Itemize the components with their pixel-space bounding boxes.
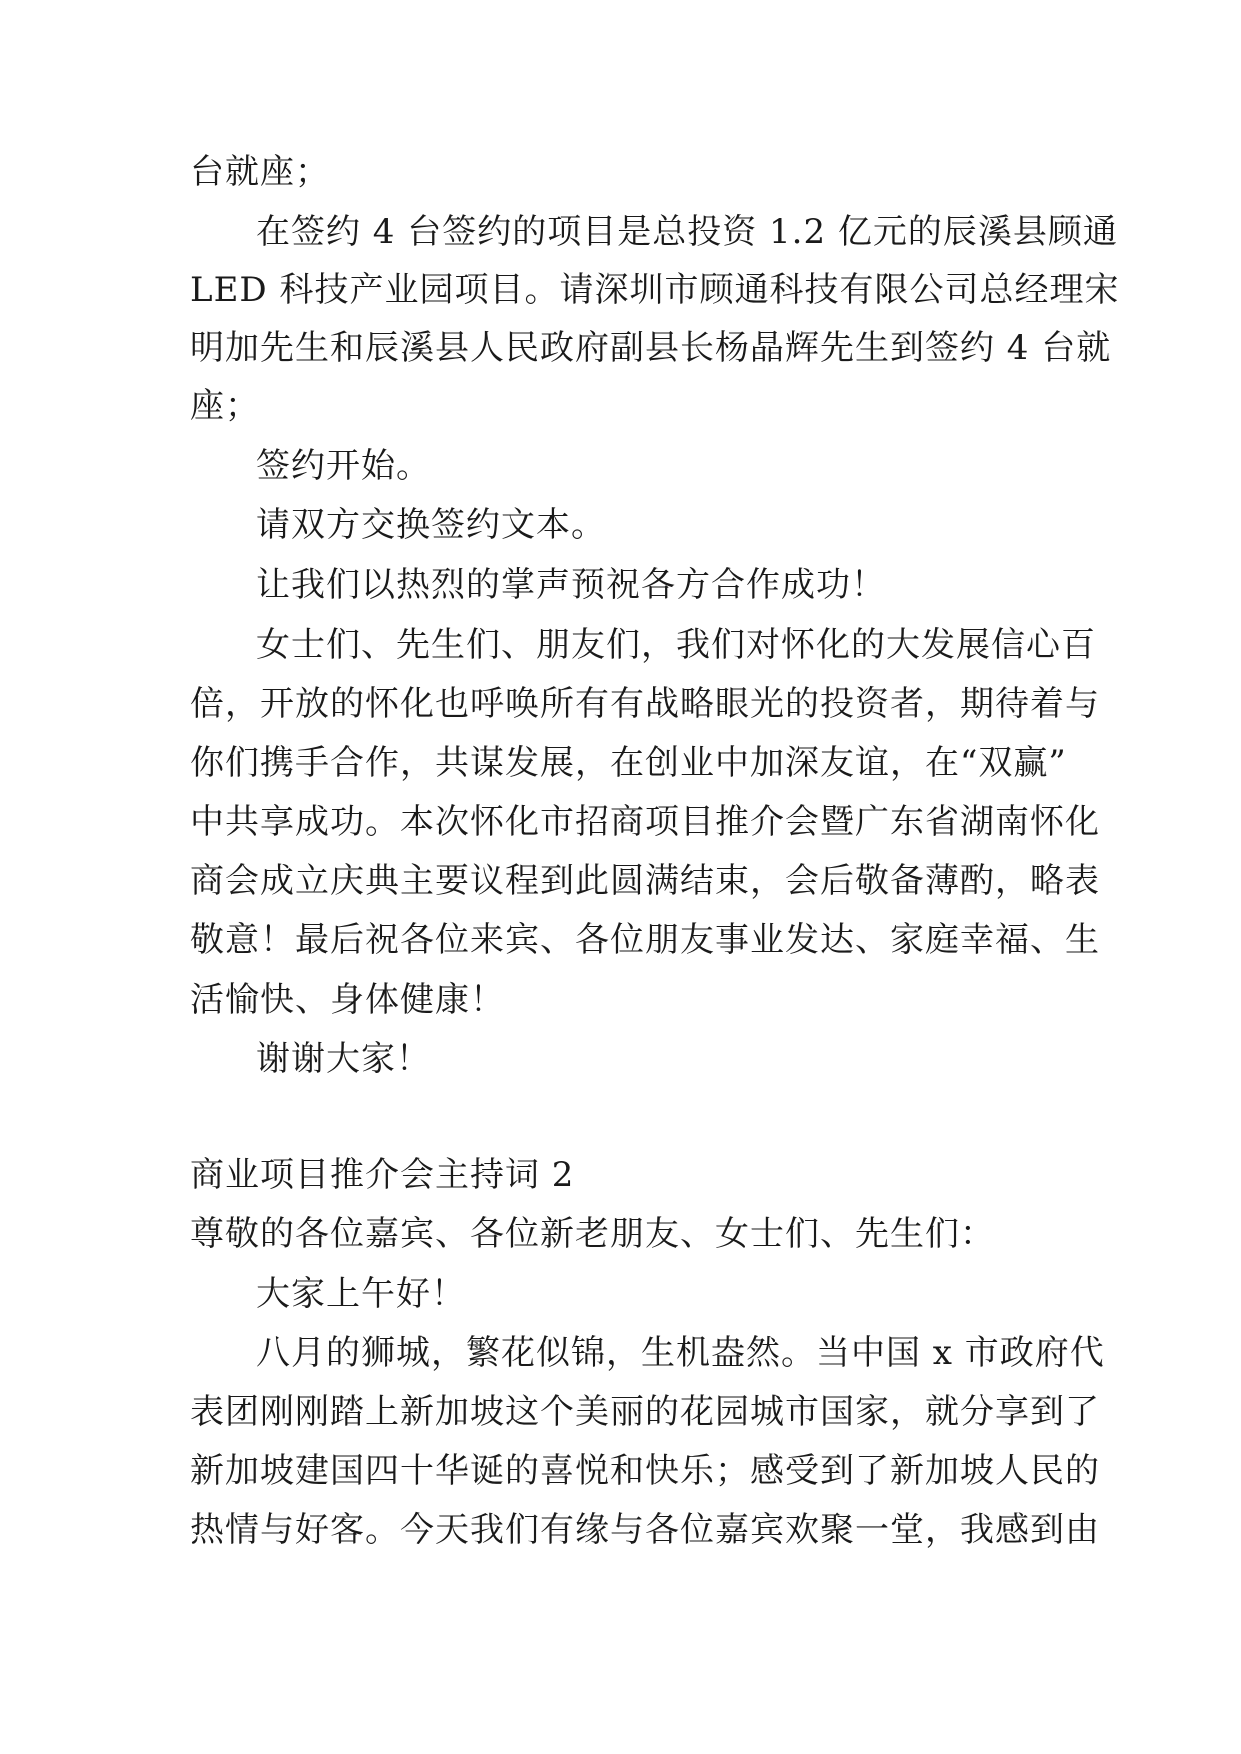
text-line: 明加先生和辰溪县人民政府副县长杨晶辉先生到签约 4 台就 — [190, 328, 1112, 368]
text-line: 你们携手合作，共谋发展，在创业中加深友谊，在“双赢” — [190, 743, 1067, 783]
text-line: 请双方交换签约文本。 — [256, 505, 606, 545]
text-line: 让我们以热烈的掌声预祝各方合作成功！ — [256, 565, 886, 605]
text-line: 签约开始。 — [256, 446, 431, 486]
text-line: 敬意！最后祝各位来宾、各位朋友事业发达、家庭幸福、生 — [190, 920, 1100, 960]
text-line: 表团刚刚踏上新加坡这个美丽的花园城市国家，就分享到了 — [190, 1392, 1100, 1432]
text-line: 八月的狮城，繁花似锦，生机盎然。当中国 x 市政府代 — [256, 1333, 1105, 1373]
text-line: 台就座； — [190, 152, 330, 192]
text-line: 中共享成功。本次怀化市招商项目推介会暨广东省湖南怀化 — [190, 802, 1100, 842]
text-line: 商会成立庆典主要议程到此圆满结束，会后敬备薄酌，略表 — [190, 861, 1100, 901]
text-line: 谢谢大家！ — [256, 1039, 431, 1079]
text-line: 尊敬的各位嘉宾、各位新老朋友、女士们、先生们： — [190, 1214, 995, 1254]
text-line: 热情与好客。今天我们有缘与各位嘉宾欢聚一堂，我感到由 — [190, 1510, 1100, 1550]
text-line: 女士们、先生们、朋友们，我们对怀化的大发展信心百 — [256, 625, 1096, 665]
text-line: 大家上午好！ — [256, 1274, 466, 1314]
text-line: 座； — [190, 386, 260, 426]
text-line: 倍，开放的怀化也呼唤所有有战略眼光的投资者，期待着与 — [190, 684, 1100, 724]
text-line: 在签约 4 台签约的项目是总投资 1.2 亿元的辰溪县顾通 — [256, 212, 1118, 252]
text-line: LED 科技产业园项目。请深圳市顾通科技有限公司总经理宋 — [190, 270, 1120, 310]
text-line: 新加坡建国四十华诞的喜悦和快乐；感受到了新加坡人民的 — [190, 1451, 1100, 1491]
section-title: 商业项目推介会主持词 2 — [190, 1155, 575, 1195]
text-line: 活愉快、身体健康！ — [190, 980, 505, 1020]
